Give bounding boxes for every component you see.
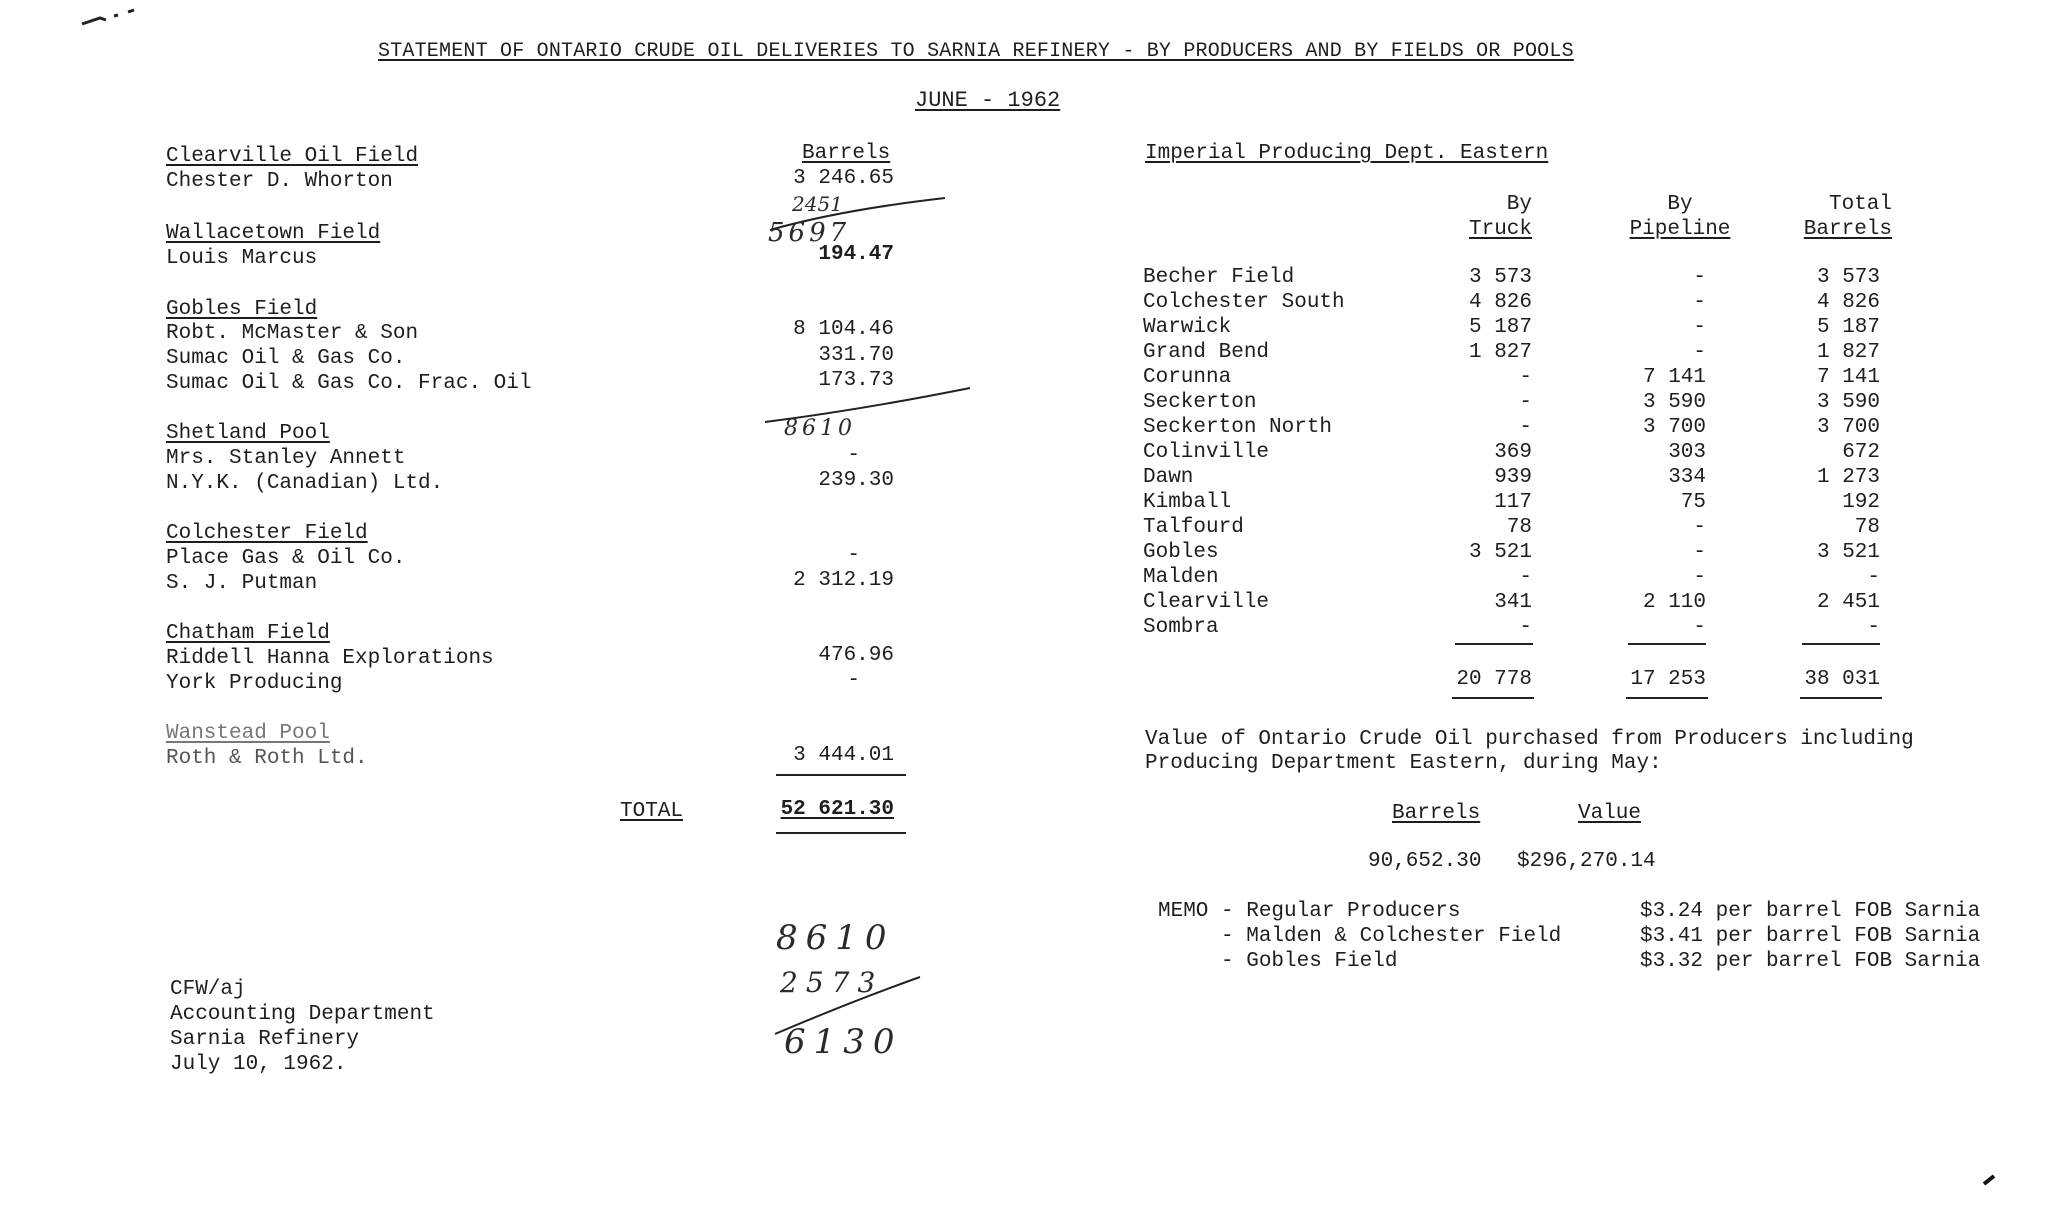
pipeline-value: 334 (1668, 466, 1706, 489)
producer-name: Mrs. Stanley Annett (166, 447, 406, 470)
pipeline-value: - (1693, 516, 1706, 539)
field-name: Grand Bend (1143, 341, 1270, 364)
pipeline-value: 75 (1680, 491, 1706, 514)
truck-value: 939 (1494, 466, 1532, 489)
pen-mark-icon (78, 6, 158, 28)
right-heading: Imperial Producing Dept. Eastern (1145, 142, 1549, 165)
total-value: 2 451 (1816, 591, 1880, 614)
col-header-pipeline: Pipeline (1629, 218, 1731, 241)
producer-barrels: 173.73 (818, 369, 894, 392)
producer-barrels: 3 444.01 (793, 744, 894, 767)
handwritten-note: 5697 (768, 218, 851, 248)
truck-value: 5 187 (1468, 316, 1532, 339)
producer-name: York Producing (166, 672, 343, 695)
document-title: STATEMENT OF ONTARIO CRUDE OIL DELIVERIES TO SARNIA REFINERY - BY PRODUCERS AND BY FIELDS OR POOLS (378, 40, 1574, 63)
col-header-total-top: Total (1828, 193, 1892, 216)
producer-barrels: 239.30 (818, 469, 894, 492)
truck-value: - (1519, 566, 1532, 589)
pipeline-value: - (1693, 616, 1706, 639)
producer-name: Chester D. Whorton (166, 170, 393, 193)
handwritten-note: 6130 (784, 1022, 903, 1062)
value-header-value: Value (1578, 802, 1642, 825)
barrels-header: Barrels (802, 142, 891, 165)
total-value: 5 187 (1816, 316, 1880, 339)
field-shetland: Shetland Pool (166, 422, 330, 445)
producer-name: Roth & Roth Ltd. (166, 747, 368, 770)
field-name: Gobles (1143, 541, 1219, 564)
truck-value: 3 521 (1468, 541, 1532, 564)
field-colchester: Colchester Field (166, 522, 368, 545)
pipeline-value: 7 141 (1642, 366, 1706, 389)
truck-value: 341 (1494, 591, 1532, 614)
field-name: Colchester South (1143, 291, 1345, 314)
producer-barrels: - (847, 544, 860, 567)
field-name: Malden (1143, 566, 1219, 589)
total-value: - (1867, 566, 1880, 589)
total-value: 3 573 (1816, 266, 1880, 289)
total-value: 3 700 (1816, 416, 1880, 439)
field-name: Clearville (1143, 591, 1270, 614)
total-truck: 20 778 (1456, 668, 1532, 691)
total-value: 4 826 (1816, 291, 1880, 314)
pipeline-value: 2 110 (1642, 591, 1706, 614)
col-header-total: Barrels (1803, 218, 1892, 241)
producer-barrels: 476.96 (818, 644, 894, 667)
truck-value: - (1519, 616, 1532, 639)
producer-name: Sumac Oil & Gas Co. (166, 347, 406, 370)
pipeline-value: - (1693, 566, 1706, 589)
pipeline-value: - (1693, 541, 1706, 564)
total-barrels: 52 621.30 (780, 798, 894, 821)
producer-barrels: 194.47 (818, 243, 894, 266)
producer-barrels: 2 312.19 (793, 569, 894, 592)
truck-value: - (1519, 366, 1532, 389)
field-clearville: Clearville Oil Field (166, 145, 419, 168)
handwritten-note: 8610 (776, 918, 895, 958)
field-wanstead: Wanstead Pool (166, 722, 330, 745)
total-value: 3 590 (1816, 391, 1880, 414)
producer-name: S. J. Putman (166, 572, 318, 595)
total-value: 192 (1842, 491, 1880, 514)
handwritten-note: 8610 (784, 416, 856, 441)
truck-value: 3 573 (1468, 266, 1532, 289)
value-barrels: 90,652.30 (1368, 850, 1482, 873)
total-value: 78 (1854, 516, 1880, 539)
field-name: Warwick (1143, 316, 1232, 339)
handwritten-note: 2451 (792, 192, 843, 216)
memo-label: - Gobles Field (1158, 950, 1398, 973)
field-name: Dawn (1143, 466, 1194, 489)
field-name: Talfourd (1143, 516, 1244, 539)
col-header-pipeline-top: By (1667, 193, 1693, 216)
value-text-line-2: Producing Department Eastern, during May: (1145, 752, 1662, 775)
col-header-truck: Truck (1468, 218, 1532, 241)
total-value: 672 (1842, 441, 1880, 464)
total-barrels-right: 38 031 (1804, 668, 1880, 691)
field-name: Becher Field (1143, 266, 1295, 289)
pipeline-value: - (1693, 341, 1706, 364)
handwritten-note: 2573 (780, 966, 884, 999)
total-value: - (1867, 616, 1880, 639)
producer-name: Riddell Hanna Explorations (166, 647, 494, 670)
value-text-line-1: Value of Ontario Crude Oil purchased from Producers including (1145, 728, 1914, 751)
memo-label: - Malden & Colchester Field (1158, 925, 1562, 948)
producer-name: Sumac Oil & Gas Co. Frac. Oil (166, 372, 532, 395)
truck-value: 4 826 (1468, 291, 1532, 314)
field-chatham: Chatham Field (166, 622, 330, 645)
field-name: Seckerton North (1143, 416, 1333, 439)
truck-value: - (1519, 416, 1532, 439)
memo-price: $3.24 per barrel FOB Sarnia (1640, 900, 1981, 923)
producer-name: Robt. McMaster & Son (166, 322, 419, 345)
producer-name: N.Y.K. (Canadian) Ltd. (166, 472, 444, 495)
pipeline-value: 3 700 (1642, 416, 1706, 439)
col-header-truck-top: By (1506, 193, 1532, 216)
value-amount: $296,270.14 (1517, 850, 1656, 873)
memo-price: $3.32 per barrel FOB Sarnia (1640, 950, 1981, 973)
producer-name: Louis Marcus (166, 247, 318, 270)
document-date: JUNE - 1962 (915, 88, 1061, 113)
total-value: 7 141 (1816, 366, 1880, 389)
truck-value: 78 (1506, 516, 1532, 539)
pipeline-value: 303 (1668, 441, 1706, 464)
value-header-barrels: Barrels (1392, 802, 1481, 825)
total-label: TOTAL (620, 800, 684, 823)
pipeline-value: - (1693, 266, 1706, 289)
producer-barrels: 3 246.65 (793, 167, 894, 190)
truck-value: 369 (1494, 441, 1532, 464)
truck-value: 1 827 (1468, 341, 1532, 364)
field-name: Kimball (1143, 491, 1232, 514)
field-gobles: Gobles Field (166, 298, 318, 321)
footer-date: July 10, 1962. (170, 1053, 347, 1076)
truck-value: - (1519, 391, 1532, 414)
field-name: Seckerton (1143, 391, 1257, 414)
footer-department: Accounting Department (170, 1003, 435, 1026)
producer-barrels: 8 104.46 (793, 318, 894, 341)
total-pipeline: 17 253 (1630, 668, 1706, 691)
producer-name: Place Gas & Oil Co. (166, 547, 406, 570)
pipeline-value: - (1693, 291, 1706, 314)
total-value: 1 827 (1816, 341, 1880, 364)
producer-barrels: - (847, 444, 860, 467)
pipeline-value: - (1693, 316, 1706, 339)
total-value: 1 273 (1816, 466, 1880, 489)
memo-label: MEMO - Regular Producers (1158, 900, 1461, 923)
memo-price: $3.41 per barrel FOB Sarnia (1640, 925, 1981, 948)
producer-barrels: - (847, 669, 860, 692)
field-name: Colinville (1143, 441, 1270, 464)
field-wallacetown: Wallacetown Field (166, 222, 381, 245)
field-name: Corunna (1143, 366, 1232, 389)
footer-location: Sarnia Refinery (170, 1028, 360, 1051)
field-name: Sombra (1143, 616, 1219, 639)
producer-barrels: 331.70 (818, 344, 894, 367)
footer-initials: CFW/aj (170, 978, 246, 1001)
pen-mark-icon (1982, 1172, 1998, 1188)
total-value: 3 521 (1816, 541, 1880, 564)
pipeline-value: 3 590 (1642, 391, 1706, 414)
truck-value: 117 (1494, 491, 1532, 514)
